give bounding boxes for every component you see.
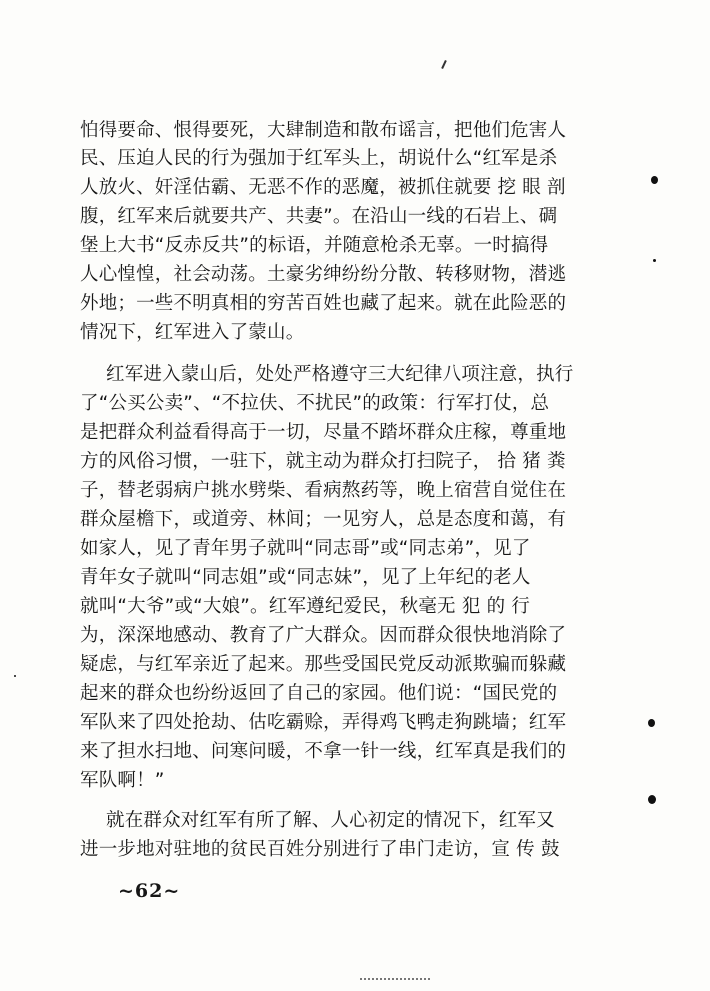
text-line: 起来的群众也纷纷返回了自己的家园。他们说：“国民党的 bbox=[80, 683, 558, 704]
text-line: 方的风俗习惯，一驻下，就主动为群众打扫院子， 拾 猪 粪 bbox=[80, 451, 566, 472]
text-line: 就在群众对红军有所了解、人心初定的情况下，红军又 bbox=[106, 810, 555, 831]
text-line: 民、压迫人民的行为强加于红军头上，胡说什么“红军是杀 bbox=[80, 148, 558, 169]
scan-speck bbox=[648, 719, 655, 727]
text-line: 子，替老弱病户挑水劈柴、看病熬药等，晚上宿营自觉住在 bbox=[80, 480, 567, 501]
text-line: 进一步地对驻地的贫民百姓分别进行了串门走访，宣 传 鼓 bbox=[80, 839, 560, 860]
text-line: 堡上大书“反赤反共”的标语，并随意枪杀无辜。一时搞得 bbox=[80, 235, 549, 256]
text-line: 是把群众利益看得高于一切，尽量不踏坏群众庄稼，尊重地 bbox=[80, 422, 567, 443]
text-line: 如家人，见了青年男子就叫“同志哥”或“同志弟”，见了 bbox=[80, 538, 531, 559]
text-line: 怕得要命、恨得要死，大肆制造和散布谣言，把他们危害人 bbox=[80, 120, 567, 141]
text-line: 为，深深地感动、教育了广大群众。因而群众很快地消除了 bbox=[80, 625, 567, 646]
scan-speck bbox=[651, 176, 658, 184]
text-line: 就叫“大爷”或“大娘”。红军遵纪爱民，秋毫无 犯 的 行 bbox=[80, 596, 531, 617]
scan-speck bbox=[653, 259, 656, 262]
text-line: 红军进入蒙山后，处处严格遵守三大纪律八项注意，执行 bbox=[106, 364, 574, 385]
scan-mark bbox=[441, 60, 447, 69]
scan-speck bbox=[14, 675, 16, 677]
text-line: 来了担水扫地、问寒问暖，不拿一针一线，红军真是我们的 bbox=[80, 741, 567, 762]
text-line: 外地；一些不明真相的穷苦百姓也藏了起来。就在此险恶的 bbox=[80, 293, 567, 314]
text-line: 军队来了四处抢劫、估吃霸赊，弄得鸡飞鸭走狗跳墙；红军 bbox=[80, 712, 567, 733]
page-number: ~62~ bbox=[118, 880, 181, 902]
text-line: 情况下，红军进入了蒙山。 bbox=[80, 322, 305, 343]
text-line: 军队啊！” bbox=[80, 770, 165, 791]
text-line: 人心惶惶，社会动荡。土豪劣绅纷纷分散、转移财物，潜逃 bbox=[80, 264, 567, 285]
text-line: 群众屋檐下，或道旁、林间；一见穷人，总是态度和蔼，有 bbox=[80, 509, 567, 530]
text-line: 疑虑，与红军亲近了起来。那些受国民党反动派欺骗而躲藏 bbox=[80, 654, 567, 675]
text-line: 人放火、奸淫估霸、无恶不作的恶魔，被抓住就要 挖 眼 剖 bbox=[80, 177, 566, 198]
scan-speck bbox=[648, 795, 656, 804]
text-line: 了“公买公卖”、“不拉伕、不扰民”的政策：行军打仗，总 bbox=[80, 393, 550, 414]
text-line: 腹，红军来后就要共产、共妻”。在沿山一线的石岩上、碉 bbox=[80, 206, 558, 227]
scan-footer-marks bbox=[360, 978, 430, 983]
text-line: 青年女子就叫“同志姐”或“同志妹”，见了上年纪的老人 bbox=[80, 567, 531, 588]
